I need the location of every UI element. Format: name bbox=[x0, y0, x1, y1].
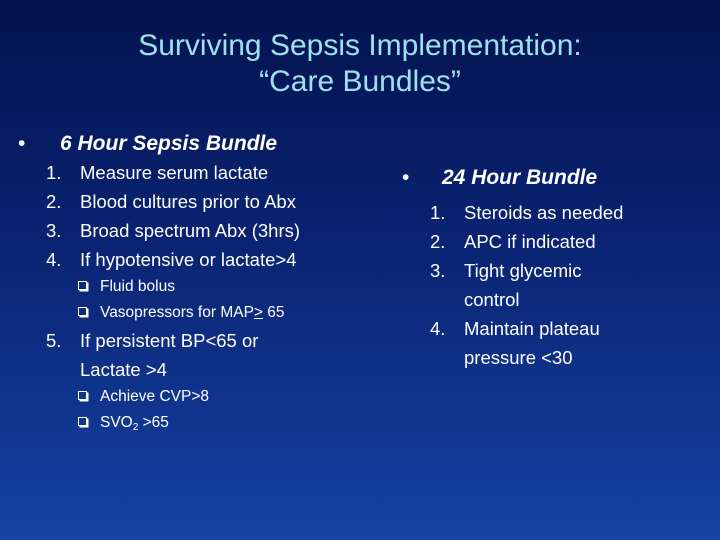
list-item bbox=[18, 245, 388, 274]
item-number: 1. bbox=[46, 162, 62, 183]
six-hour-bundle-column bbox=[18, 130, 388, 441]
subscript: 2 bbox=[132, 422, 139, 433]
item-number: 5. bbox=[46, 330, 62, 351]
item-number: 3. bbox=[430, 260, 446, 281]
list-item bbox=[18, 216, 388, 245]
six-hour-bundle-heading bbox=[18, 130, 388, 158]
item-text: If hypotensive or lactate>4 bbox=[80, 249, 297, 270]
list-item bbox=[18, 158, 388, 187]
list-item bbox=[402, 227, 702, 256]
sub-list-item bbox=[18, 300, 388, 326]
item-text-line-2: pressure <30 bbox=[464, 347, 573, 368]
sub-item-text: SVO bbox=[100, 414, 133, 431]
checkbox-bullet-icon bbox=[78, 281, 87, 290]
item-text: Blood cultures prior to Abx bbox=[80, 191, 296, 212]
checkbox-bullet-icon bbox=[78, 391, 87, 400]
item-text-line-1: Maintain plateau bbox=[464, 318, 600, 339]
item-text: Broad spectrum Abx (3hrs) bbox=[80, 220, 301, 241]
sub-item-suffix: >65 bbox=[138, 414, 169, 431]
item-number: 2. bbox=[46, 191, 62, 212]
sub-item-text: Achieve CVP>8 bbox=[100, 388, 209, 405]
sub-list-item bbox=[18, 384, 388, 410]
item-text-line-1: Tight glycemic bbox=[464, 260, 582, 281]
checkbox-bullet-icon bbox=[78, 417, 87, 426]
item-text-line-2: control bbox=[464, 289, 520, 310]
list-item bbox=[402, 314, 702, 372]
sub-list-item bbox=[18, 410, 388, 441]
item-number: 3. bbox=[46, 220, 62, 241]
greater-equal-sign: > bbox=[253, 304, 263, 321]
sub-item-suffix: 65 bbox=[262, 304, 285, 321]
bullet-icon: • bbox=[18, 132, 26, 155]
twenty-four-hour-bundle-column bbox=[402, 164, 702, 372]
checkbox-bullet-icon bbox=[78, 307, 87, 316]
sub-item-text: Fluid bolus bbox=[100, 278, 175, 295]
item-number: 4. bbox=[430, 318, 446, 339]
item-text-line-2: Lactate >4 bbox=[80, 359, 167, 380]
item-text-line-1: If persistent BP<65 or bbox=[80, 330, 259, 351]
item-number: 4. bbox=[46, 249, 62, 270]
heading-text: 24 Hour Bundle bbox=[442, 166, 598, 189]
list-item bbox=[18, 187, 388, 216]
twenty-four-hour-bundle-heading bbox=[402, 164, 702, 192]
title-line-1: Surviving Sepsis Implementation: bbox=[138, 29, 582, 62]
list-item bbox=[402, 256, 702, 314]
sub-item-text: Vasopressors for MAP bbox=[100, 304, 254, 321]
slide-title bbox=[0, 28, 720, 100]
item-number: 1. bbox=[430, 202, 446, 223]
item-text: APC if indicated bbox=[464, 231, 596, 252]
list-item bbox=[402, 198, 702, 227]
sub-list-item bbox=[18, 274, 388, 300]
list-item bbox=[18, 326, 388, 384]
bullet-icon: • bbox=[402, 166, 410, 189]
item-number: 2. bbox=[430, 231, 446, 252]
title-line-2: “Care Bundles” bbox=[259, 65, 461, 98]
heading-text: 6 Hour Sepsis Bundle bbox=[60, 132, 278, 155]
item-text: Measure serum lactate bbox=[80, 162, 269, 183]
item-text: Steroids as needed bbox=[464, 202, 624, 223]
